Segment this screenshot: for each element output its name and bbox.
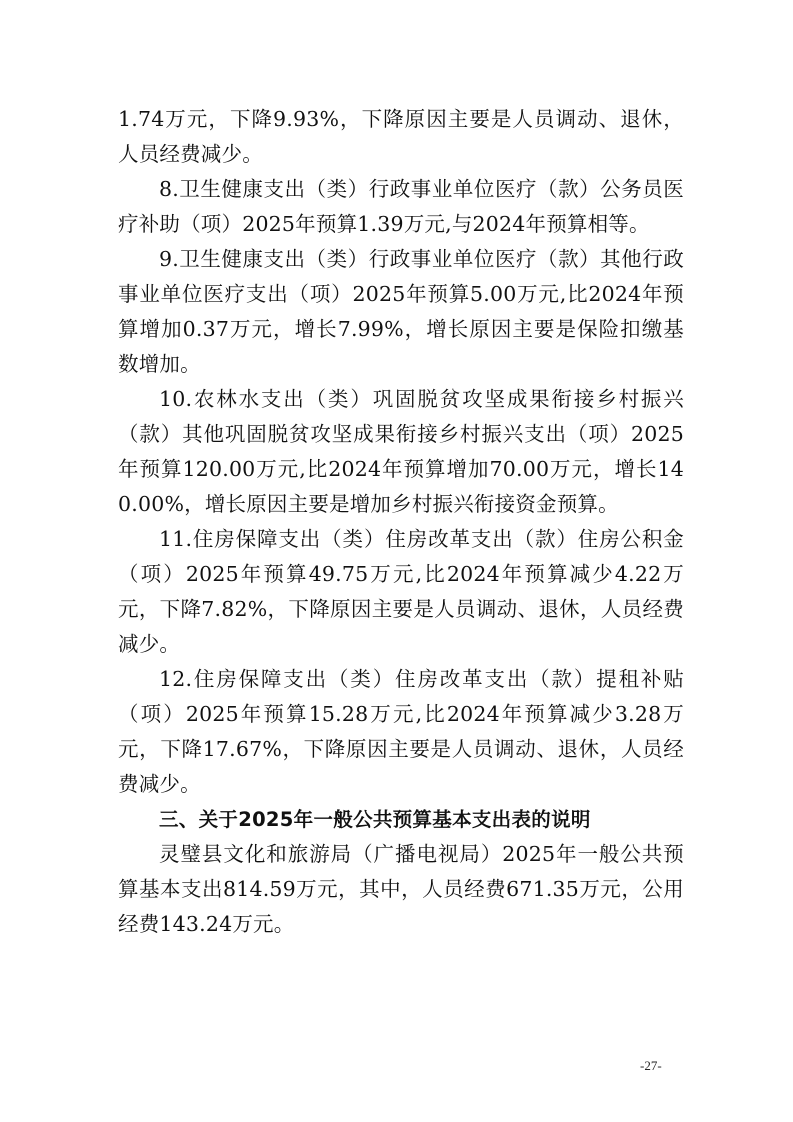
paragraph-item-9: 9.卫生健康支出（类）行政事业单位医疗（款）其他行政事业单位医疗支出（项）2025年预算5.00万元,比2024年预算增加0.37万元，增长7.99%，增长原因主要是保险扣缴基数增加。 [118,247,684,376]
paragraph-item-10: 10.农林水支出（类）巩固脱贫攻坚成果衔接乡村振兴（款）其他巩固脱贫攻坚成果衔接乡村振兴支出（项）2025年预算120.00万元,比2024年预算增加70.00万元，增长140.00%，增长原因主要是增加乡村振兴衔接资金预算。 [118,387,684,516]
section-heading: 三、关于2025年一般公共预算基本支出表的说明 [159,808,591,831]
paragraph-continued: 1.74万元，下降9.93%，下降原因主要是人员调动、退休，人员经费减少。 [118,107,684,166]
page-content [118,102,684,942]
paragraph-item-11: 11.住房保障支出（类）住房改革支出（款）住房公积金（项）2025年预算49.75万元,比2024年预算减少4.22万元，下降7.82%，下降原因主要是人员调动、退休，人员经费减少。 [118,527,684,656]
paragraph-item-12: 12.住房保障支出（类）住房改革支出（款）提租补贴（项）2025年预算15.28万元,比2024年预算减少3.28万元，下降17.67%，下降原因主要是人员调动、退休，人员经费减少。 [118,667,684,796]
section-paragraph: 灵璧县文化和旅游局（广播电视局）2025年一般公共预算基本支出814.59万元，其中，人员经费671.35万元，公用经费143.24万元。 [118,842,684,936]
paragraph-item-8: 8.卫生健康支出（类）行政事业单位医疗（款）公务员医疗补助（项）2025年预算1.39万元,与2024年预算相等。 [118,177,684,236]
page-number: -27- [640,1058,662,1073]
